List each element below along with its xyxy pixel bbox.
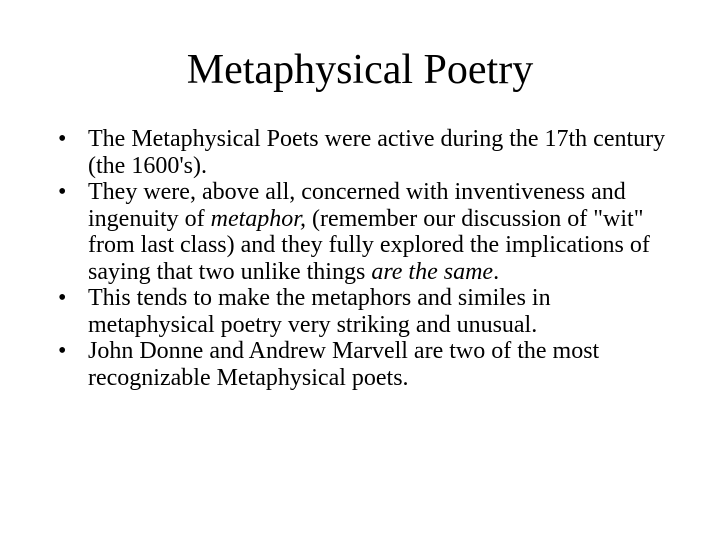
bullet-icon: • bbox=[58, 285, 67, 311]
bullet-text: John Donne and Andrew Marvell are two of the most recognizable Metaphysical poets. bbox=[88, 338, 600, 391]
bullet-text: (remember our discussion of "wit" from last class) and they fully explored the implications of saying that two unlike things bbox=[88, 205, 650, 285]
list-item bbox=[52, 126, 672, 179]
bullet-list bbox=[52, 126, 672, 391]
bullet-text: The Metaphysical Poets were active during the 17th century (the 1600's). bbox=[88, 126, 666, 179]
list-item bbox=[52, 285, 672, 338]
list-item bbox=[52, 179, 672, 285]
bullet-text: They were, above all, concerned with inventiveness and ingenuity of bbox=[88, 179, 626, 232]
bullet-text: This tends to make the metaphors and similes in metaphysical poetry very striking and unusual. bbox=[88, 285, 551, 338]
bullet-icon: • bbox=[58, 338, 67, 364]
bullet-icon: • bbox=[58, 126, 67, 152]
bullet-emphasis: metaphor, bbox=[210, 205, 306, 232]
list-item bbox=[52, 338, 672, 391]
bullet-text: . bbox=[493, 258, 500, 285]
bullet-emphasis: are the same bbox=[371, 258, 494, 285]
slide-title: Metaphysical Poetry bbox=[186, 47, 534, 93]
bullet-icon: • bbox=[58, 179, 67, 205]
